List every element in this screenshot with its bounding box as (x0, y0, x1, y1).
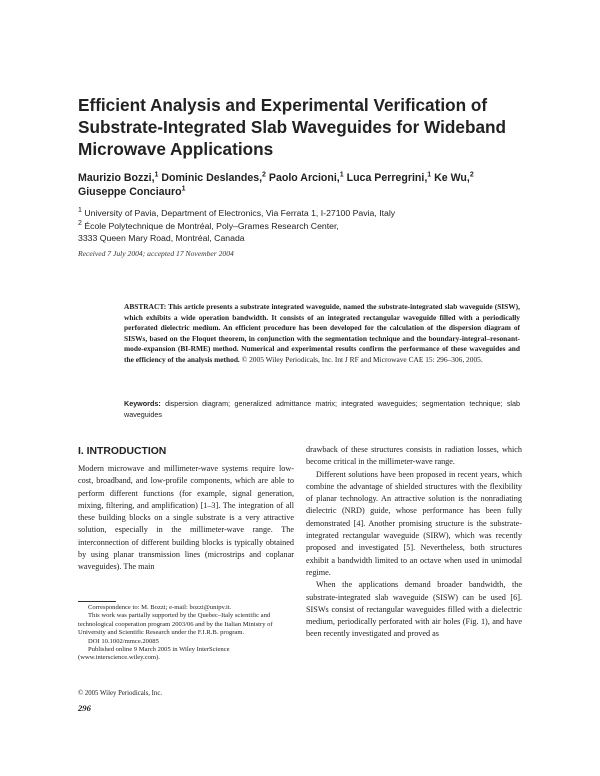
page-number: 296 (78, 703, 91, 713)
affiliations (78, 207, 548, 245)
author-name: Ke Wu, (434, 172, 470, 184)
right-column (306, 444, 522, 641)
affiliation-text: University of Pavia, Department of Electronics, Via Ferrata 1, I-27100 Pavia, Italy (84, 208, 396, 218)
keywords-text: dispersion diagram; generalized admittance matrix; integrated waveguides; segmentation technique; slab waveguides (124, 399, 521, 419)
paper-title: Efficient Analysis and Experimental Verification of Substrate-Integrated Slab Waveguides for Wideband Microwave Applications (78, 95, 507, 159)
abstract (124, 302, 520, 365)
author-affil-mark: 2 (469, 171, 474, 179)
footnote-doi: DOI 10.1002/mmce.20085 (88, 637, 159, 645)
author-affil-mark: 1 (339, 171, 344, 179)
author-affil-mark: 1 (427, 171, 432, 179)
author-name: Luca Perregrini, (346, 172, 428, 184)
left-column (78, 463, 294, 574)
received-dates: Received 7 July 2004; accepted 17 November 2004 (78, 249, 234, 258)
keywords-label: Keywords: (124, 399, 161, 408)
author-affil-mark: 1 (181, 184, 186, 192)
footnote-correspondence: Correspondence to: M. Bozzi; e-mail: bozzi@unipv.it. (88, 604, 232, 611)
author-name: Giuseppe Conciauro (78, 185, 182, 198)
affiliation-2-address: 3333 Queen Mary Road, Montréal, Canada (78, 233, 245, 243)
author-affil-mark: 2 (262, 171, 266, 179)
author-name: Dominic Deslandes, (161, 172, 263, 184)
keywords (124, 399, 520, 420)
footnote-divider (78, 601, 116, 602)
body-paragraph: Modern microwave and millimeter-wave systems require low-cost, broadband, and low-profile components, which are able to perform different functions (for example, signal generation, mixing, filtering, and amplification) [1–3]. The integration of all these building blocks on a single substrate is a very attractive solution, especially in the millimeter-wave range. The interconnection of different building blocks is typically obtained by using planar transmission lines (microstrips and coplanar waveguides). The main (78, 464, 294, 572)
copyright-notice: © 2005 Wiley Periodicals, Inc. (78, 690, 163, 697)
author-affil-mark: 1 (154, 171, 159, 179)
footnotes (78, 604, 294, 663)
footnote-support: This work was partially supported by the Quebec–Italy scientific and technological cooperation program 2003/06 and by the Italian Ministry of University and Scientific Research under the F.I.R.B. program. (78, 612, 273, 637)
affil-mark: 2 (78, 219, 82, 227)
body-paragraph: Different solutions have been proposed in recent years, which combine the advantage of shielded structures with the flexibility of planar technology. An attractive solution is the nonradiating dielectric (NRD) guide, whose performance has been fully demonstrated [4]. Another promising structure is the substrate-integrated rectangular waveguide (SIRW), which was recently proposed and investigated [5]. Nevertheless, both structures exhibit a bandwidth limited to an octave when used in unimodal regime. (306, 469, 522, 577)
author-name: Paolo Arcioni, (268, 172, 340, 184)
section-heading: I. INTRODUCTION (78, 446, 167, 457)
author-name: Maurizio Bozzi, (78, 172, 155, 184)
body-paragraph: When the applications demand broader bandwidth, the substrate-integrated slab waveguide (SISW) can be used [6]. SISWs consist of rectangular waveguides filled with a dielectric medium, periodically perforated with air holes (Fig. 1), and have been recently investigated and proved as (306, 580, 522, 639)
affiliation-text: École Polytechnique de Montréal, Poly–Grames Research Center, (84, 220, 339, 231)
abstract-citation: © 2005 Wiley Periodicals, Inc. Int J RF and Microwave CAE 15: 296–306, 2005. (241, 354, 483, 364)
abstract-body: ABSTRACT: This article presents a substrate integrated waveguide, named the substrate-integrated slab waveguide (SISW), which exhibits a wide operation bandwidth. It consists of an integrated rectangular waveguide filled with a periodically perforated dielectric medium. An efficient procedure has been developed for the calculation of the dispersion diagram of SISWs, based on the Floquet theorem, in conjunction with the segmentation technique and the boundary-integral–resonant-mode-expansion (BI-RME) method. Numerical and experimental results confirm the performance of these waveguides and the efficiency of the analysis method. (124, 302, 520, 364)
author-list (78, 172, 548, 199)
body-paragraph: drawback of these structures consists in radiation losses, which become critical in the millimeter-wave range. (306, 445, 522, 467)
affil-mark: 1 (78, 207, 82, 215)
affiliation-1 (78, 207, 548, 220)
footnote-published: Published online 9 March 2005 in Wiley InterScience (www.interscience.wiley.com). (78, 646, 230, 662)
affiliation-2 (78, 220, 548, 233)
